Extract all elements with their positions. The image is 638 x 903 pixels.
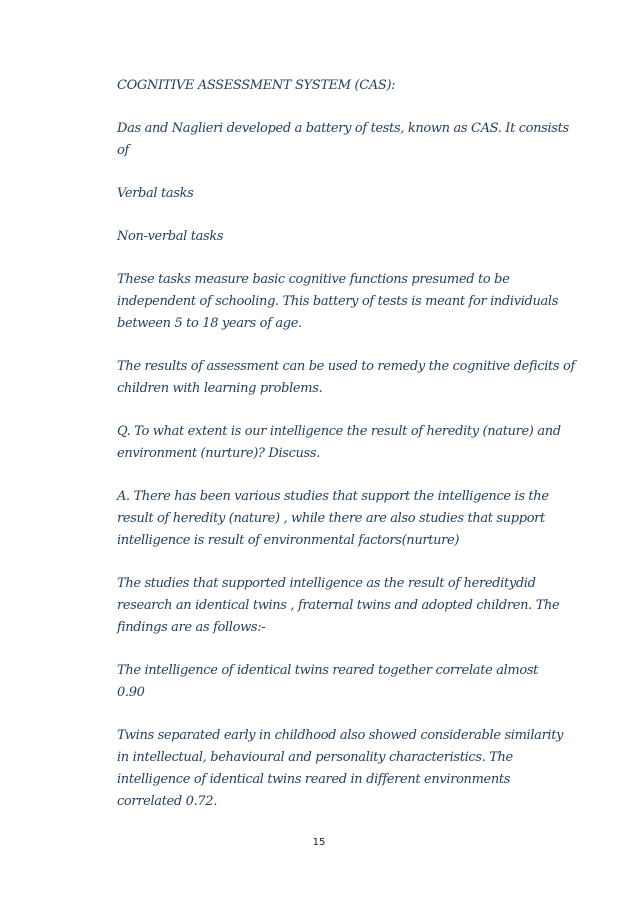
text-line: A. There has been various studies that support the intelligence is the — [117, 489, 549, 504]
paragraph — [117, 226, 575, 248]
text-line: Non-verbal tasks — [117, 229, 224, 244]
text-line: result of heredity (nature) , while there are also studies that support — [117, 511, 545, 526]
text-line: correlated 0.72. — [117, 794, 217, 809]
text-line: COGNITIVE ASSESSMENT SYSTEM (CAS): — [117, 78, 396, 93]
paragraph — [117, 118, 575, 162]
answer-paragraph — [117, 486, 575, 552]
page-content — [117, 75, 575, 834]
text-line: The intelligence of identical twins reared together correlate almost — [117, 663, 539, 678]
text-line: intelligence is result of environmental factors(nurture) — [117, 533, 460, 548]
text-line: between 5 to 18 years of age. — [117, 316, 302, 331]
text-line: 0.90 — [117, 685, 145, 700]
paragraph — [117, 725, 575, 813]
paragraph — [117, 356, 575, 400]
question-paragraph — [117, 421, 575, 465]
paragraph — [117, 573, 575, 639]
text-line: intelligence of identical twins reared in different environments — [117, 772, 511, 787]
text-line: Verbal tasks — [117, 186, 194, 201]
text-line: in intellectual, behavioural and personality characteristics. The — [117, 750, 513, 765]
text-line: Twins separated early in childhood also showed considerable similarity — [117, 728, 564, 743]
page-number: 15 — [312, 837, 326, 848]
section-heading — [117, 75, 575, 97]
paragraph — [117, 183, 575, 205]
paragraph — [117, 269, 575, 335]
text-line: independent of schooling. This battery of tests is meant for individuals — [117, 294, 559, 309]
text-line: environment (nurture)? Discuss. — [117, 446, 320, 461]
text-line: findings are as follows:- — [117, 620, 266, 635]
text-line: children with learning problems. — [117, 381, 323, 396]
text-line: of — [117, 143, 129, 158]
text-line: Q. To what extent is our intelligence the result of heredity (nature) and — [117, 424, 561, 439]
text-line: These tasks measure basic cognitive functions presumed to be — [117, 272, 510, 287]
paragraph — [117, 660, 575, 704]
text-line: research an identical twins , fraternal twins and adopted children. The — [117, 598, 560, 613]
text-line: Das and Naglieri developed a battery of tests, known as CAS. It consists — [117, 121, 569, 136]
text-line: The results of assessment can be used to remedy the cognitive deficits of — [117, 359, 575, 374]
text-line: The studies that supported intelligence as the result of hereditydid — [117, 576, 536, 591]
